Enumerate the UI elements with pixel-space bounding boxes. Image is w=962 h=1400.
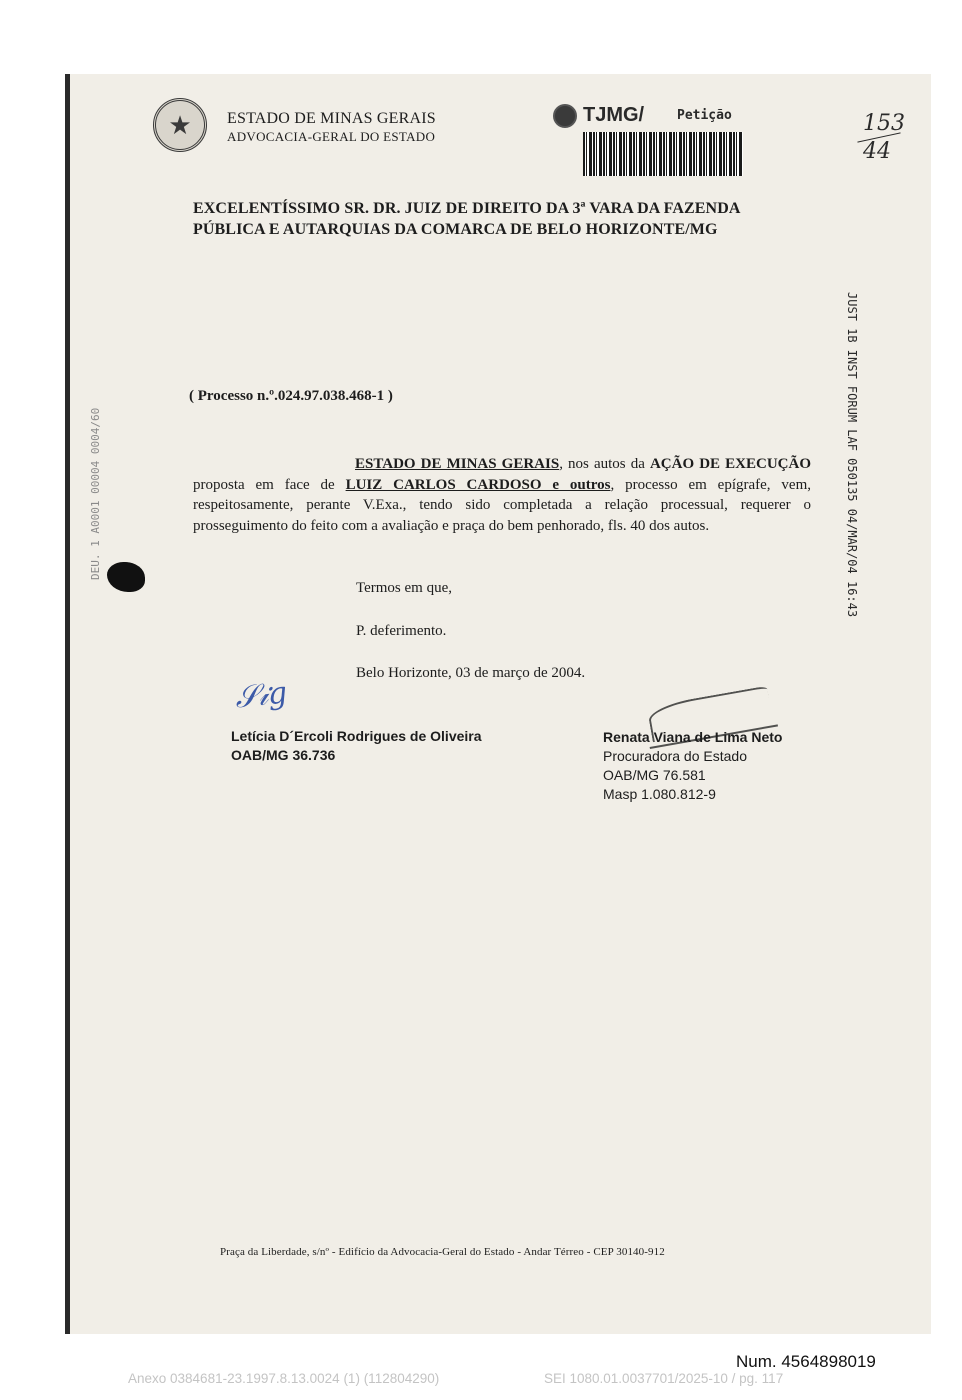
- body-text-2: proposta em face de: [193, 476, 346, 493]
- defendant-name: LUIZ CARLOS CARDOSO e outros: [345, 476, 611, 493]
- addressee: EXCELENTÍSSIMO SR. DR. JUIZ DE DIREITO DA 3ª VARA DA FAZENDA PÚBLICA E AUTARQUIAS DA COMARCA DE BELO HORIZONTE/MG: [193, 200, 740, 238]
- signature-left: [231, 728, 482, 763]
- protocol-stamp: [553, 102, 749, 176]
- court-seal-icon: [553, 104, 577, 128]
- place-date: Belo Horizonte, 03 de março de 2004.: [356, 665, 586, 681]
- closing: Termos em que,: [356, 580, 453, 596]
- signature-right: [603, 728, 782, 804]
- ink-blot: [107, 562, 145, 592]
- footer-address: Praça da Liberdade, s/nº - Edifício da Advocacia-Geral do Estado - Andar Térreo - CEP 30140-912: [220, 1246, 665, 1258]
- stamp-type: Petição: [677, 108, 732, 123]
- margin-marking: DEU. 1 A0001 00004 0004/60: [89, 407, 102, 580]
- document-number: Num. 4564898019: [736, 1352, 876, 1371]
- signatory-left-name: Letícia D´Ercoli Rodrigues de Oliveira: [231, 728, 482, 744]
- scan-edge: [65, 74, 70, 1334]
- sei-reference: SEI 1080.01.0037701/2025-10 / pg. 117: [544, 1371, 784, 1386]
- action-name: AÇÃO DE EXECUÇÃO: [649, 456, 811, 472]
- party-name: ESTADO DE MINAS GERAIS: [355, 456, 560, 472]
- signatory-left-oab: OAB/MG 36.736: [231, 747, 336, 763]
- signature-left-scribble: 𝒮𝒾𝑔: [233, 675, 289, 716]
- signatory-right-oab: OAB/MG 76.581: [603, 767, 706, 783]
- body-text-3: , processo em epígrafe, vem, respeitosamente, perante V.Exa., tendo sido completada a relação processual, requerer o prosseguimento do feito com a avaliação e praça do bem penhorado, fls. 40 dos autos.: [193, 476, 811, 534]
- petition-body: [193, 454, 811, 536]
- body-text-1: , nos autos da: [559, 456, 650, 472]
- handwritten-number-top: 153: [863, 111, 905, 136]
- signatory-right-title: Procuradora do Estado: [603, 748, 747, 764]
- barcode: [583, 132, 743, 176]
- reception-stamp: JUST 1B INST FORUM LAF 050135 04/MAR/04 16:43: [845, 292, 859, 618]
- letterhead: [227, 110, 436, 145]
- annex-reference: Anexo 0384681-23.1997.8.13.0024 (1) (112804290): [128, 1371, 440, 1386]
- state-coat-of-arms-icon: [153, 98, 207, 152]
- signatory-right-name: Renata Viana de Lima Neto: [603, 729, 783, 745]
- letterhead-state: ESTADO DE MINAS GERAIS: [227, 110, 436, 127]
- request: P. deferimento.: [356, 623, 447, 639]
- scanned-page: [65, 74, 931, 1334]
- signatory-right-masp: Masp 1.080.812-9: [603, 786, 716, 802]
- handwritten-page-number: [863, 112, 905, 163]
- letterhead-agency: ADVOCACIA-GERAL DO ESTADO: [227, 129, 436, 144]
- stamp-court: TJMG/: [583, 104, 645, 126]
- handwritten-number-bottom: 44: [863, 139, 891, 165]
- process-number: ( Processo n.º.024.97.038.468-1 ): [189, 388, 393, 404]
